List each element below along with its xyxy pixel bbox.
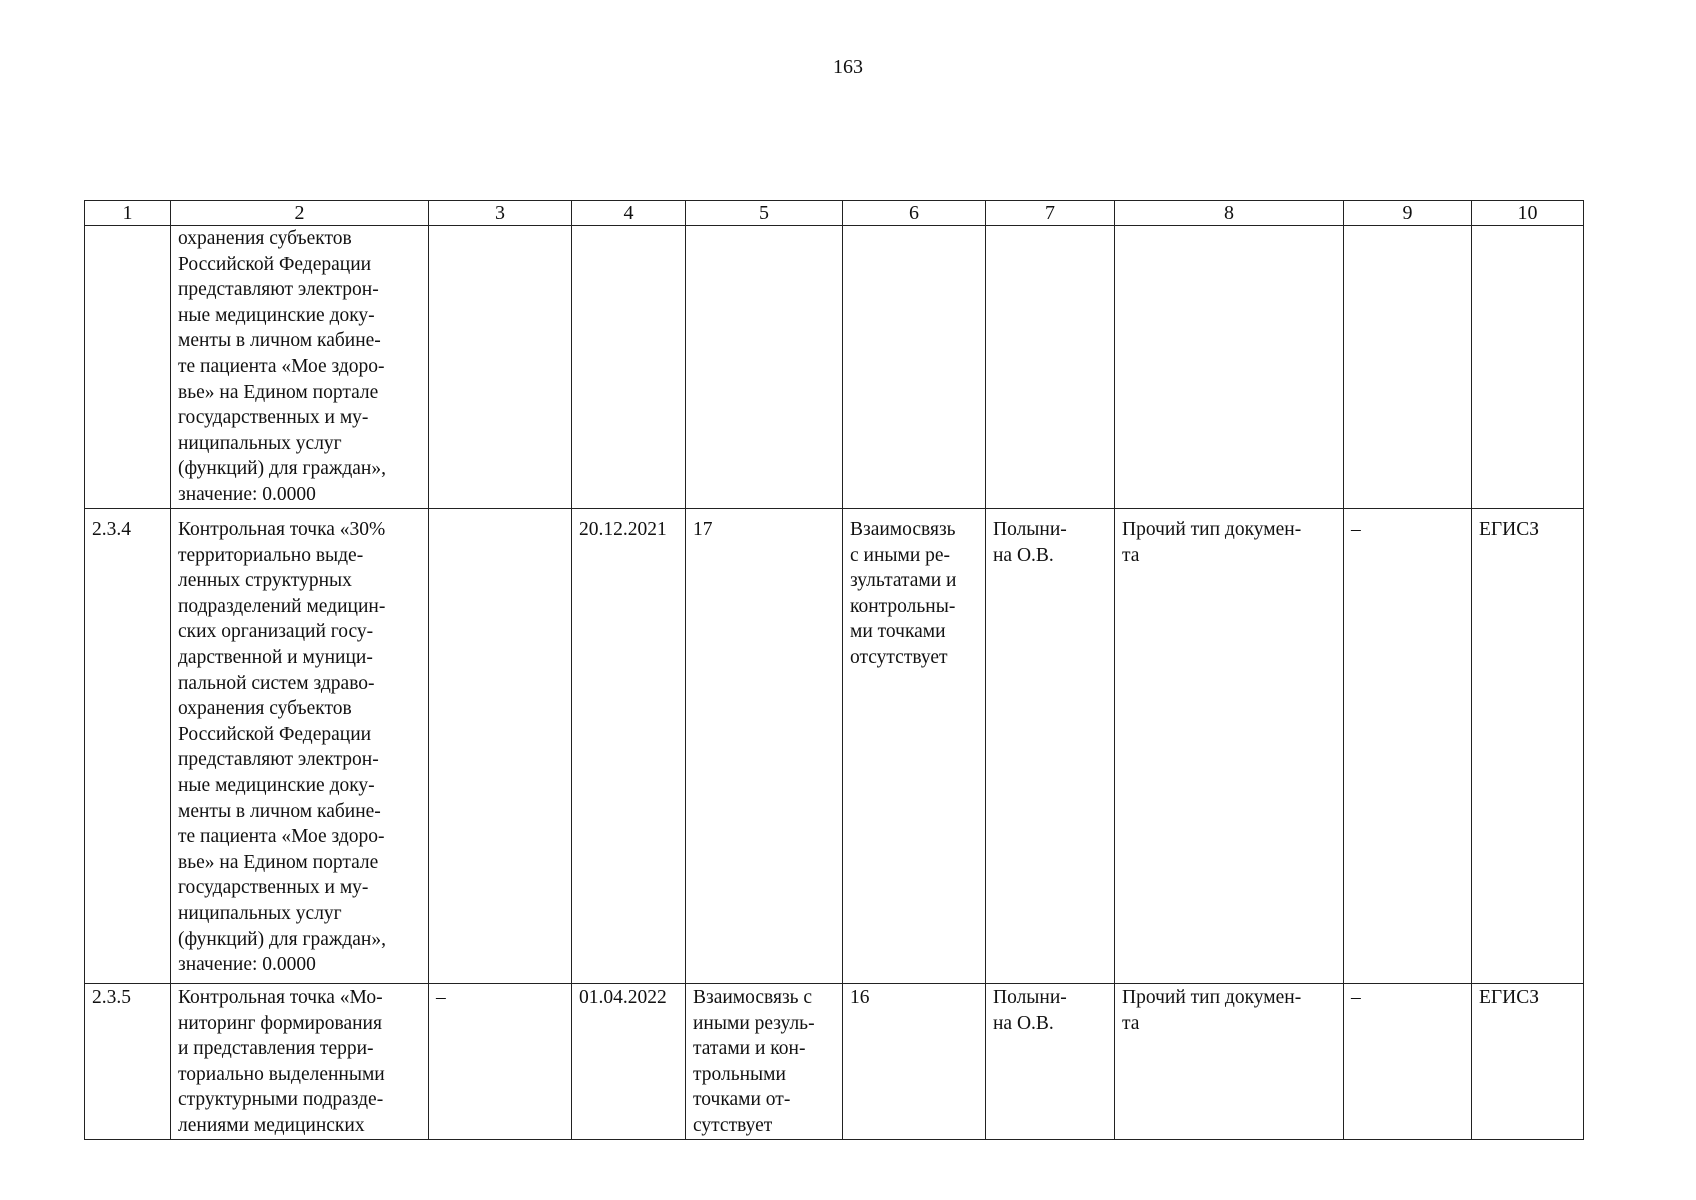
table-cell: Взаимосвязь с иными резуль- татами и кон- трольными точками от- сутствует <box>686 984 843 1140</box>
table-cell: – <box>429 984 572 1140</box>
description-cell: Контрольная точка «Мо- ниторинг формирования и представления терри- ториально выделенными структурными подразде- лениями медицинских <box>171 984 429 1140</box>
column-header: 6 <box>843 201 986 226</box>
system-cell: ЕГИСЗ <box>1472 984 1584 1140</box>
table-cell <box>429 226 572 509</box>
table-cell: 16 <box>843 984 986 1140</box>
table-cell: Взаимосвязь с иными ре- зультатами и контрольны- ми точками отсутствует <box>843 509 986 984</box>
column-header: 3 <box>429 201 572 226</box>
column-header: 1 <box>85 201 171 226</box>
column-header: 7 <box>986 201 1115 226</box>
table-cell <box>1344 226 1472 509</box>
table-cell <box>686 226 843 509</box>
table-cell: – <box>1344 984 1472 1140</box>
date-cell: 20.12.2021 <box>572 509 686 984</box>
table-row <box>85 226 1584 509</box>
date-cell: 01.04.2022 <box>572 984 686 1140</box>
table-cell: – <box>1344 509 1472 984</box>
row-number-cell: 2.3.4 <box>85 509 171 984</box>
column-header: 2 <box>171 201 429 226</box>
responsible-cell <box>986 226 1115 509</box>
date-cell <box>572 226 686 509</box>
table-cell <box>843 226 986 509</box>
description-cell: Контрольная точка «30% территориально выде- ленных структурных подразделений медицин- ских организаций госу- дарственной и муници- пальной систем здраво- охранения субъектов Российской Федерации представляют электрон- ные медицинские доку- менты в личном кабине- те пациента «Мое здоро- вье» на Едином портале государственных и му- ниципальных услуг (функций) для граждан», значение: 0.0000 <box>171 509 429 984</box>
table-cell <box>429 509 572 984</box>
column-header: 9 <box>1344 201 1472 226</box>
column-header: 5 <box>686 201 843 226</box>
responsible-cell: Полыни- на О.В. <box>986 984 1115 1140</box>
row-number-cell <box>85 226 171 509</box>
document-table <box>84 200 1584 1140</box>
column-header: 4 <box>572 201 686 226</box>
document-type-cell: Прочий тип докумен- та <box>1115 984 1344 1140</box>
description-cell: охранения субъектов Российской Федерации представляют электрон- ные медицинские доку- менты в личном кабине- те пациента «Мое здоро- вье» на Едином портале государственных и му- ниципальных услуг (функций) для граждан», значение: 0.0000 <box>171 226 429 509</box>
document-type-cell: Прочий тип докумен- та <box>1115 509 1344 984</box>
table-row <box>85 509 1584 984</box>
column-number-row <box>85 201 1584 226</box>
row-number-cell: 2.3.5 <box>85 984 171 1140</box>
responsible-cell: Полыни- на О.В. <box>986 509 1115 984</box>
column-header: 8 <box>1115 201 1344 226</box>
table-row <box>85 984 1584 1140</box>
system-cell <box>1472 226 1584 509</box>
table-cell: 17 <box>686 509 843 984</box>
page-number: 163 <box>833 56 863 78</box>
column-header: 10 <box>1472 201 1584 226</box>
document-type-cell <box>1115 226 1344 509</box>
system-cell: ЕГИСЗ <box>1472 509 1584 984</box>
